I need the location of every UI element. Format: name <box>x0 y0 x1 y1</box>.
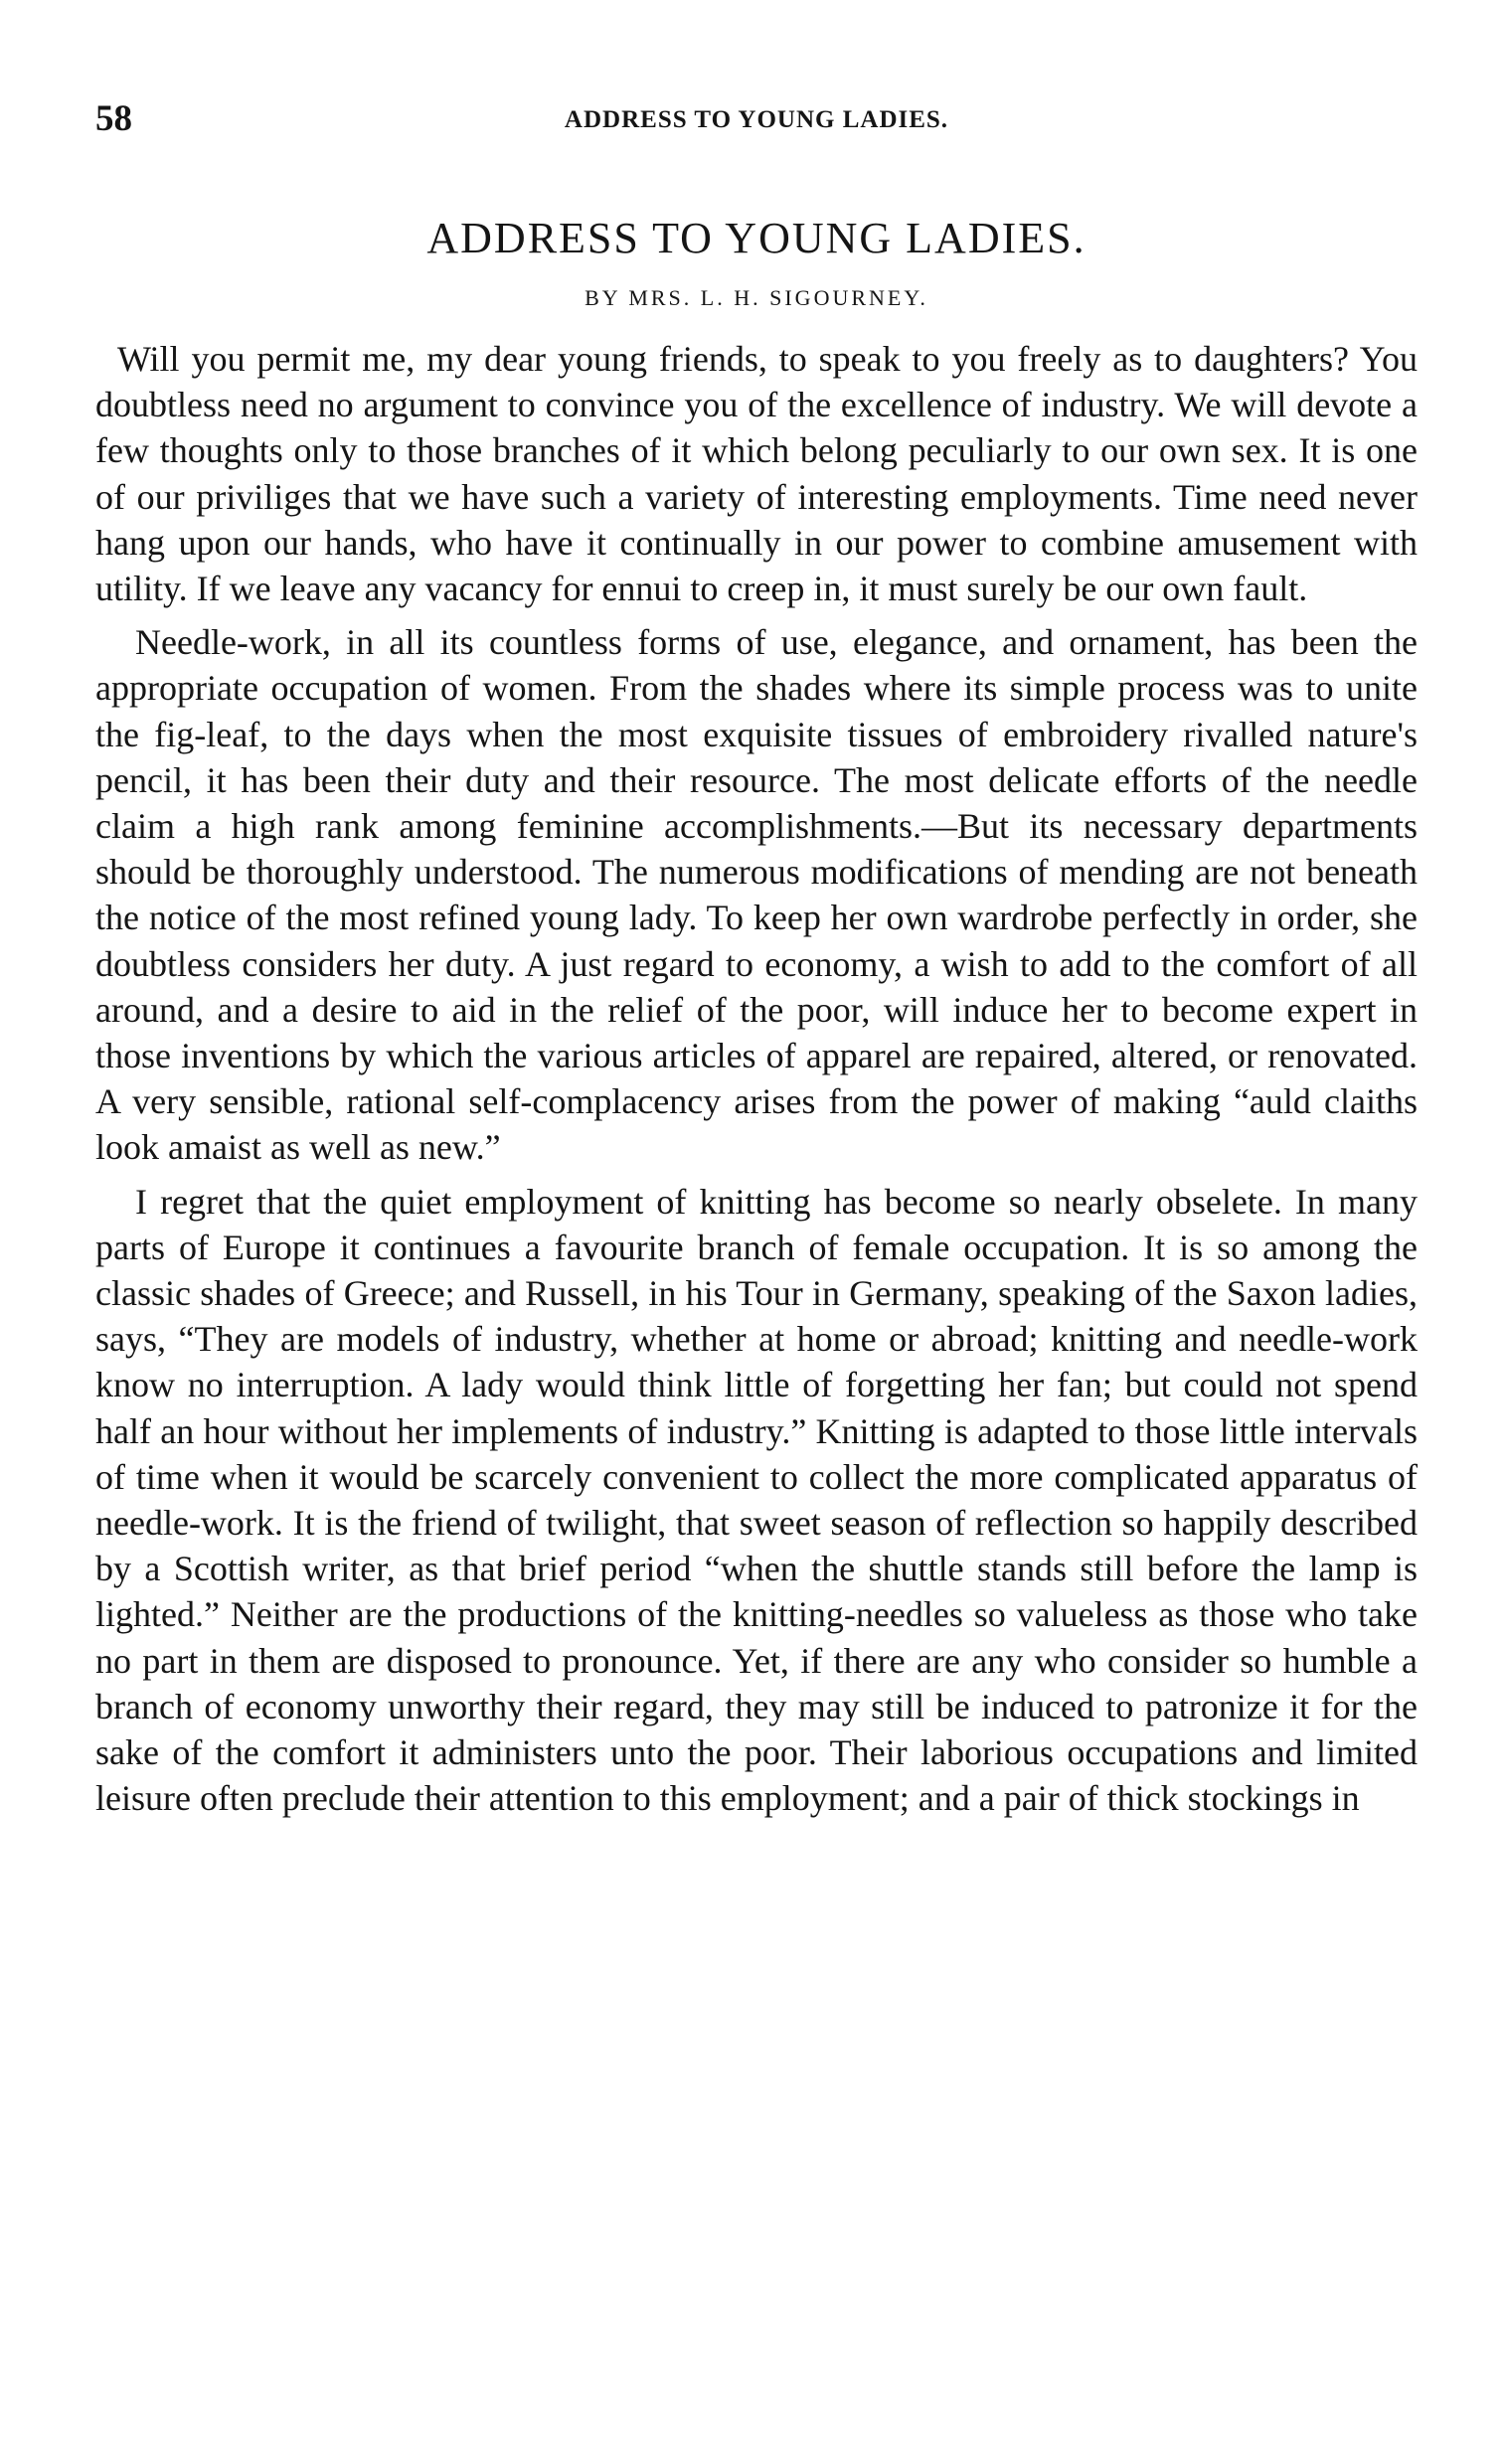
paragraph-needle-work: Needle-work, in all its countless forms of use, elegance, and ornament, has been the appropriate occupation of women. From the shades where its simple process was to unite the fig-leaf, to the days when the most exquisite tissues of embroidery rivalled nature's pencil, it has been their duty and their resource. The most delicate efforts of the needle claim a high rank among feminine accomplishments.—But its necessary departments should be thoroughly understood. The numerous modifications of mending are not beneath the notice of the most refined young lady. To keep her own wardrobe perfectly in order, she doubtless considers her duty. A just regard to economy, a wish to add to the comfort of all around, and a desire to aid in the relief of the poor, will induce her to become expert in those inventions by which the various articles of apparel are repaired, altered, or renovated. A very sensible, rational self-complacency arises from the power of making “auld claiths look amaist as well as new.” <box>95 622 1418 1168</box>
article-title: ADDRESS TO YOUNG LADIES. <box>426 214 1087 262</box>
page-number: 58 <box>95 98 132 139</box>
author-byline: BY MRS. L. H. SIGOURNEY. <box>585 285 928 310</box>
paragraph-knitting: I regret that the quiet employment of knitting has become so nearly obselete. In many parts of Europe it continues a favourite branch of female occupation. It is so among the classic shades of Greece; and Russell, in his Tour in Germany, speaking of the Saxon ladies, says, “They are models of industry, whether at home or abroad; knitting and needle-work know no interruption. A lady would think little of forgetting her fan; but could not spend half an hour without her implements of industry.” Knitting is adapted to those little intervals of time when it would be scarcely convenient to collect the more complicated apparatus of needle-work. It is the friend of twilight, that sweet season of reflection so happily described by a Scottish writer, as that brief period “when the shuttle stands still before the lamp is lighted.” Neither are the productions of the knitting-needles so valueless as those who take no part in them are disposed to pronounce. Yet, if there are any who consider so humble a branch of economy unworthy their regard, they may still be induced to patronize it for the sake of the comfort it administers unto the poor. Their laborious occupations and limited leisure often preclude their attention to this employment; and a pair of thick stockings in <box>95 1181 1418 1819</box>
running-title: ADDRESS TO YOUNG LADIES. <box>564 106 949 133</box>
running-head <box>95 94 1418 144</box>
article-body <box>95 336 1418 1830</box>
paragraph-industry: Will you permit me, my dear young friends, to speak to you freely as to daughters? You doubtless need no argument to convince you of the excellence of industry. We will devote a few thoughts only to those branches of it which belong peculiarly to our own sex. It is one of our priviliges that we have such a variety of interesting employments. Time need never hang upon our hands, who have it continually in our power to combine amusement with utility. If we leave any vacancy for ennui to creep in, it must surely be our own fault. <box>95 339 1418 609</box>
